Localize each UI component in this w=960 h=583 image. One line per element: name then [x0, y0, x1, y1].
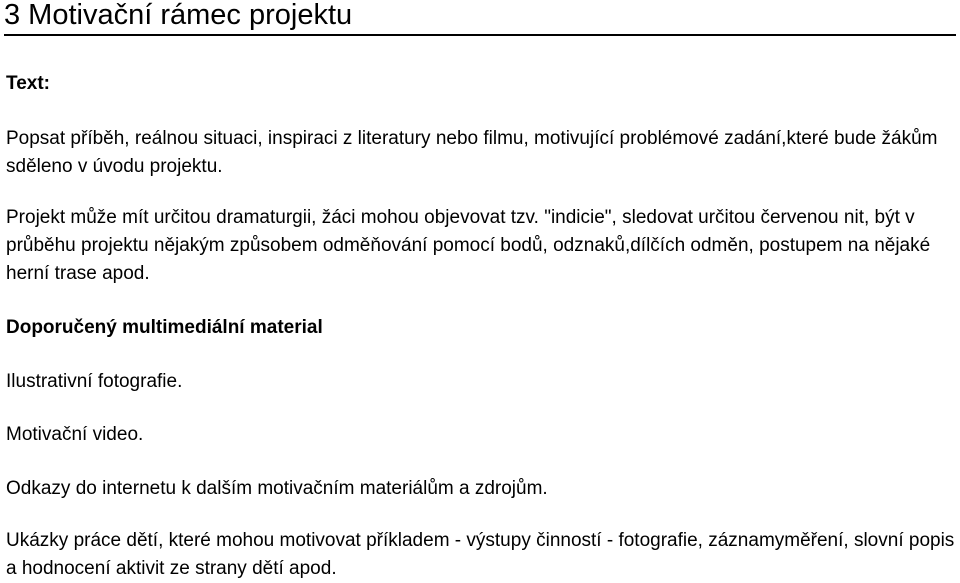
- material-item-photos: Ilustrativní fotografie.: [6, 371, 183, 392]
- section-heading: [4, 0, 956, 36]
- material-label: Doporučený multimediální material: [6, 317, 323, 338]
- material-item-video: Motivační video.: [6, 424, 144, 445]
- text-label: Text:: [6, 73, 50, 94]
- paragraph-story: Popsat příběh, reálnou situaci, inspiraci z literatury nebo filmu, motivující problémové zadání,které bude žákům sděleno v úvodu projektu.: [6, 128, 938, 177]
- material-item-links: Odkazy do internetu k dalším motivačním materiálům a zdrojům.: [6, 478, 548, 499]
- paragraph-dramaturgy: Projekt může mít určitou dramaturgii, žáci mohou objevovat tzv. "indicie", sledovat určitou červenou nit, být v průběhu projektu nějakým způsobem odměňování pomocí bodů, odznaků,dílčích odměn, postupem na nějaké herní trase apod.: [6, 207, 931, 284]
- material-item-examples: Ukázky práce dětí, které mohou motivovat příkladem - výstupy činností - fotografie, záznamyměření, slovní popis a hodnocení aktivit ze strany dětí apod.: [6, 530, 955, 579]
- section-heading-text: 3 Motivační rámec projektu: [4, 0, 353, 31]
